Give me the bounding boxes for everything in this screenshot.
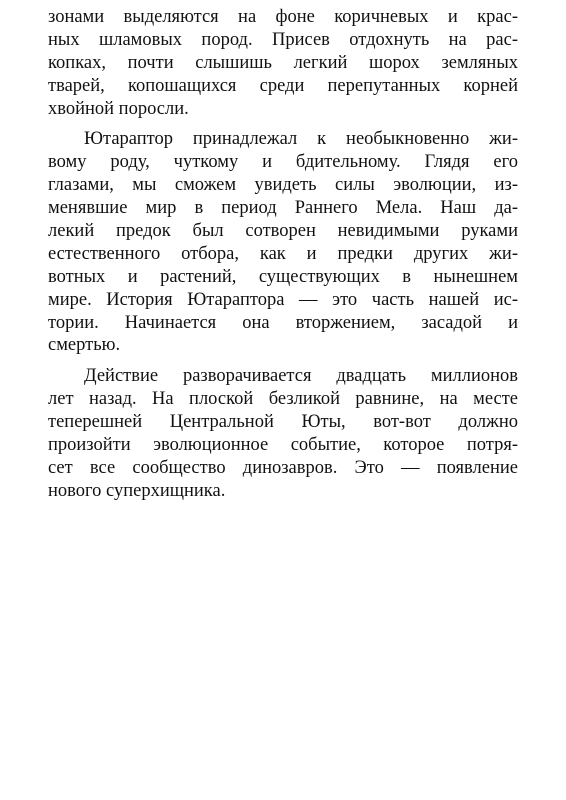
text-line: ных шламовых пород. Присев отдохнуть на рас- [48, 29, 518, 50]
text-line: Действие разворачивается двадцать миллионов [84, 366, 518, 387]
text-line: теперешней Центральной Юты, вот-вот должно [48, 412, 518, 433]
text-line: смертью. [48, 335, 121, 356]
text-line: лет назад. На плоской безликой равнине, на месте [48, 389, 518, 410]
text-line: зонами выделяются на фоне коричневых и крас- [48, 7, 518, 27]
text-line: вому роду, чуткому и бдительному. Глядя его [48, 152, 518, 173]
paragraph [48, 6, 518, 120]
text-line: нового суперхищника. [48, 480, 226, 501]
book-page [48, 6, 518, 503]
text-line: естественного отбора, как и предки других жи- [48, 243, 518, 264]
paragraph [48, 128, 518, 357]
text-line: глазами, мы сможем увидеть силы эволюции, из- [48, 175, 518, 196]
text-line: тварей, копошащихся среди перепутанных корней [48, 75, 518, 96]
paragraph-gap [48, 357, 518, 365]
paragraph-gap [48, 120, 518, 128]
text-line: вотных и растений, существующих в нынешнем [48, 266, 518, 287]
text-line: хвойной поросли. [48, 98, 189, 119]
paragraph [48, 365, 518, 502]
text-line: сет все сообщество динозавров. Это — появление [48, 457, 518, 478]
text-line: мире. История Ютараптора — это часть нашей ис- [48, 289, 518, 310]
text-line: копках, почти слышишь легкий шорох земляных [48, 52, 518, 73]
text-line: произойти эволюционное событие, которое потря- [48, 435, 518, 456]
text-line: лекий предок был сотворен невидимыми руками [48, 221, 518, 242]
text-line: тории. Начинается она вторжением, засадой и [48, 312, 518, 333]
text-line: менявшие мир в период Раннего Мела. Наш да- [48, 198, 518, 219]
text-line: Ютараптор принадлежал к необыкновенно жи- [84, 129, 518, 150]
